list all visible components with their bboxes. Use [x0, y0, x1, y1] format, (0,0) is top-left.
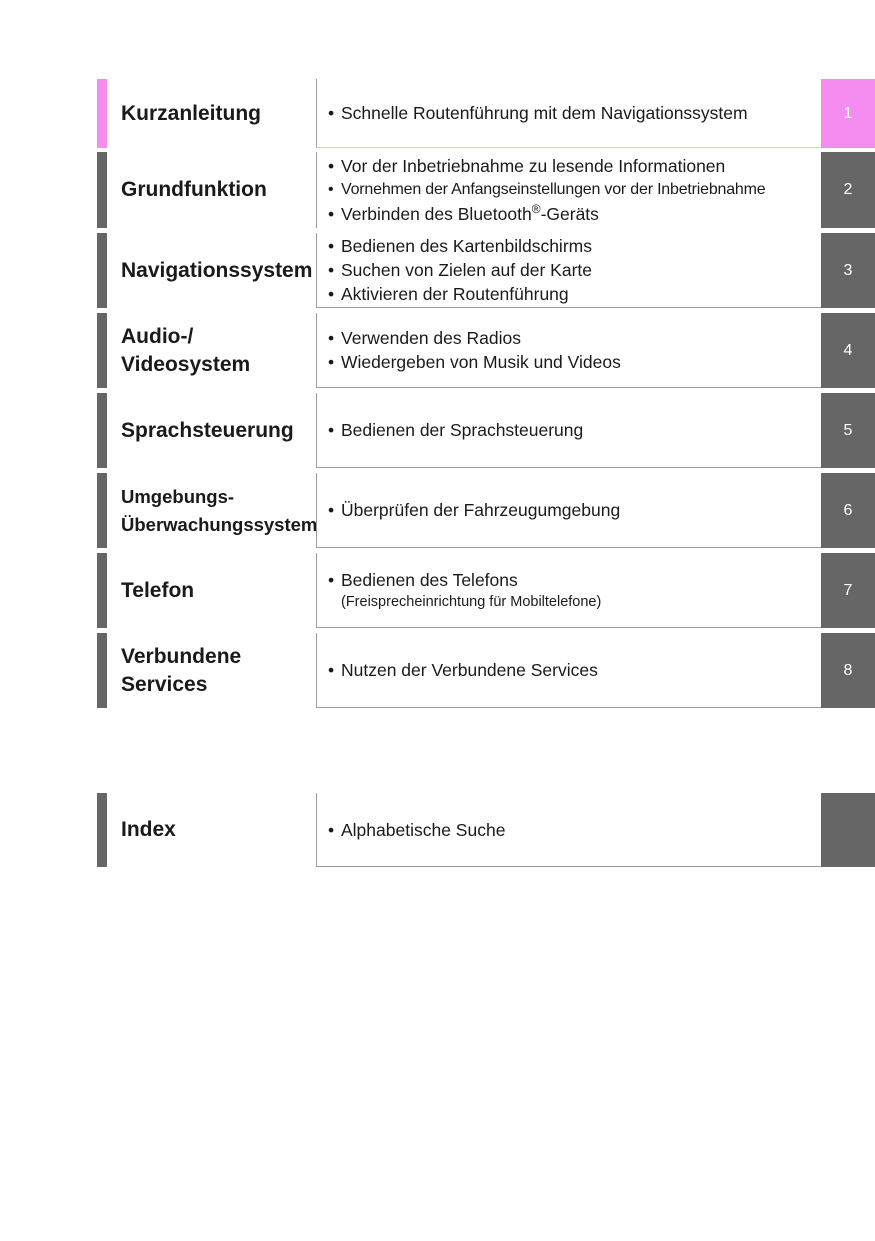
- section-title: Sprachsteuerung: [121, 418, 294, 442]
- section-title: Audio-/ Videosystem: [121, 324, 251, 376]
- section-contents: [316, 793, 821, 867]
- contents-item[interactable]: • Bedienen der Sprachsteuerung: [328, 420, 584, 440]
- section-accent-bar: [97, 313, 107, 388]
- section-telefon[interactable]: [97, 553, 875, 628]
- section-title: Telefon: [121, 578, 195, 602]
- section-contents: [316, 633, 821, 708]
- contents-item[interactable]: • Verbinden des Bluetooth®-Geräts: [328, 202, 599, 224]
- section-title: Kurzanleitung: [121, 101, 261, 125]
- section-accent-bar: [97, 793, 107, 867]
- chapter-tab[interactable]: 5: [821, 393, 875, 468]
- contents-item[interactable]: • Aktivieren der Routenführung: [328, 284, 569, 304]
- contents-item[interactable]: • Suchen von Zielen auf der Karte: [328, 260, 592, 280]
- section-title: Verbundene Services: [121, 644, 242, 696]
- contents-item[interactable]: • Wiedergeben von Musik und Videos: [328, 352, 621, 372]
- contents-item[interactable]: • Alphabetische Suche: [328, 819, 506, 840]
- chapter-tab[interactable]: 7: [821, 553, 875, 628]
- section-contents: [316, 152, 821, 228]
- section-title: Umgebungs- Überwachungssystem: [121, 485, 318, 535]
- section-verbundene-services[interactable]: [97, 633, 875, 708]
- contents-subnote: (Freisprecheinrichtung für Mobiltelefone): [341, 594, 602, 610]
- section-accent-bar: [97, 553, 107, 628]
- chapter-tab[interactable]: 1: [821, 79, 875, 148]
- section-accent-bar: [97, 79, 107, 148]
- section-sprachsteuerung[interactable]: [97, 393, 875, 468]
- section-accent-bar: [97, 633, 107, 708]
- contents-item[interactable]: • Bedienen des Telefons: [328, 570, 518, 590]
- section-kurzanleitung[interactable]: [97, 79, 875, 148]
- contents-item[interactable]: • Verwenden des Radios: [328, 328, 521, 348]
- section-contents: [316, 553, 821, 628]
- section-title: Navigationssystem: [121, 258, 313, 282]
- section-umgebungs-ueberwachungssystem[interactable]: [97, 473, 875, 548]
- section-grundfunktion[interactable]: [97, 152, 875, 228]
- section-accent-bar: [97, 233, 107, 308]
- section-contents: [316, 313, 821, 388]
- section-contents: [316, 393, 821, 468]
- contents-item[interactable]: • Vor der Inbetriebnahme zu lesende Informationen: [328, 156, 726, 176]
- section-accent-bar: [97, 393, 107, 468]
- chapter-tab[interactable]: 6: [821, 473, 875, 548]
- contents-item[interactable]: • Bedienen des Kartenbildschirms: [328, 236, 592, 256]
- section-navigationssystem[interactable]: [97, 233, 875, 308]
- chapter-tab[interactable]: 3: [821, 233, 875, 308]
- section-title: Index: [121, 818, 176, 841]
- registered-mark: ®: [531, 202, 541, 217]
- contents-item[interactable]: • Überprüfen der Fahrzeugumgebung: [328, 500, 621, 520]
- chapter-tab[interactable]: [821, 793, 875, 867]
- contents-item[interactable]: • Vornehmen der Anfangseinstellungen vor der Inbetriebnahme: [328, 181, 766, 198]
- contents-item[interactable]: • Schnelle Routenführung mit dem Navigationssystem: [328, 103, 748, 123]
- section-accent-bar: [97, 473, 107, 548]
- chapter-tab[interactable]: 8: [821, 633, 875, 708]
- section-index[interactable]: [97, 793, 875, 867]
- section-contents: [316, 473, 821, 548]
- section-title: Grundfunktion: [121, 178, 267, 201]
- section-audio-videosystem[interactable]: [97, 313, 875, 388]
- chapter-tab[interactable]: 4: [821, 313, 875, 388]
- section-contents: [316, 233, 821, 308]
- section-contents: [316, 79, 821, 148]
- chapter-tab[interactable]: 2: [821, 152, 875, 228]
- section-accent-bar: [97, 152, 107, 228]
- contents-item[interactable]: • Nutzen der Verbundene Services: [328, 660, 598, 680]
